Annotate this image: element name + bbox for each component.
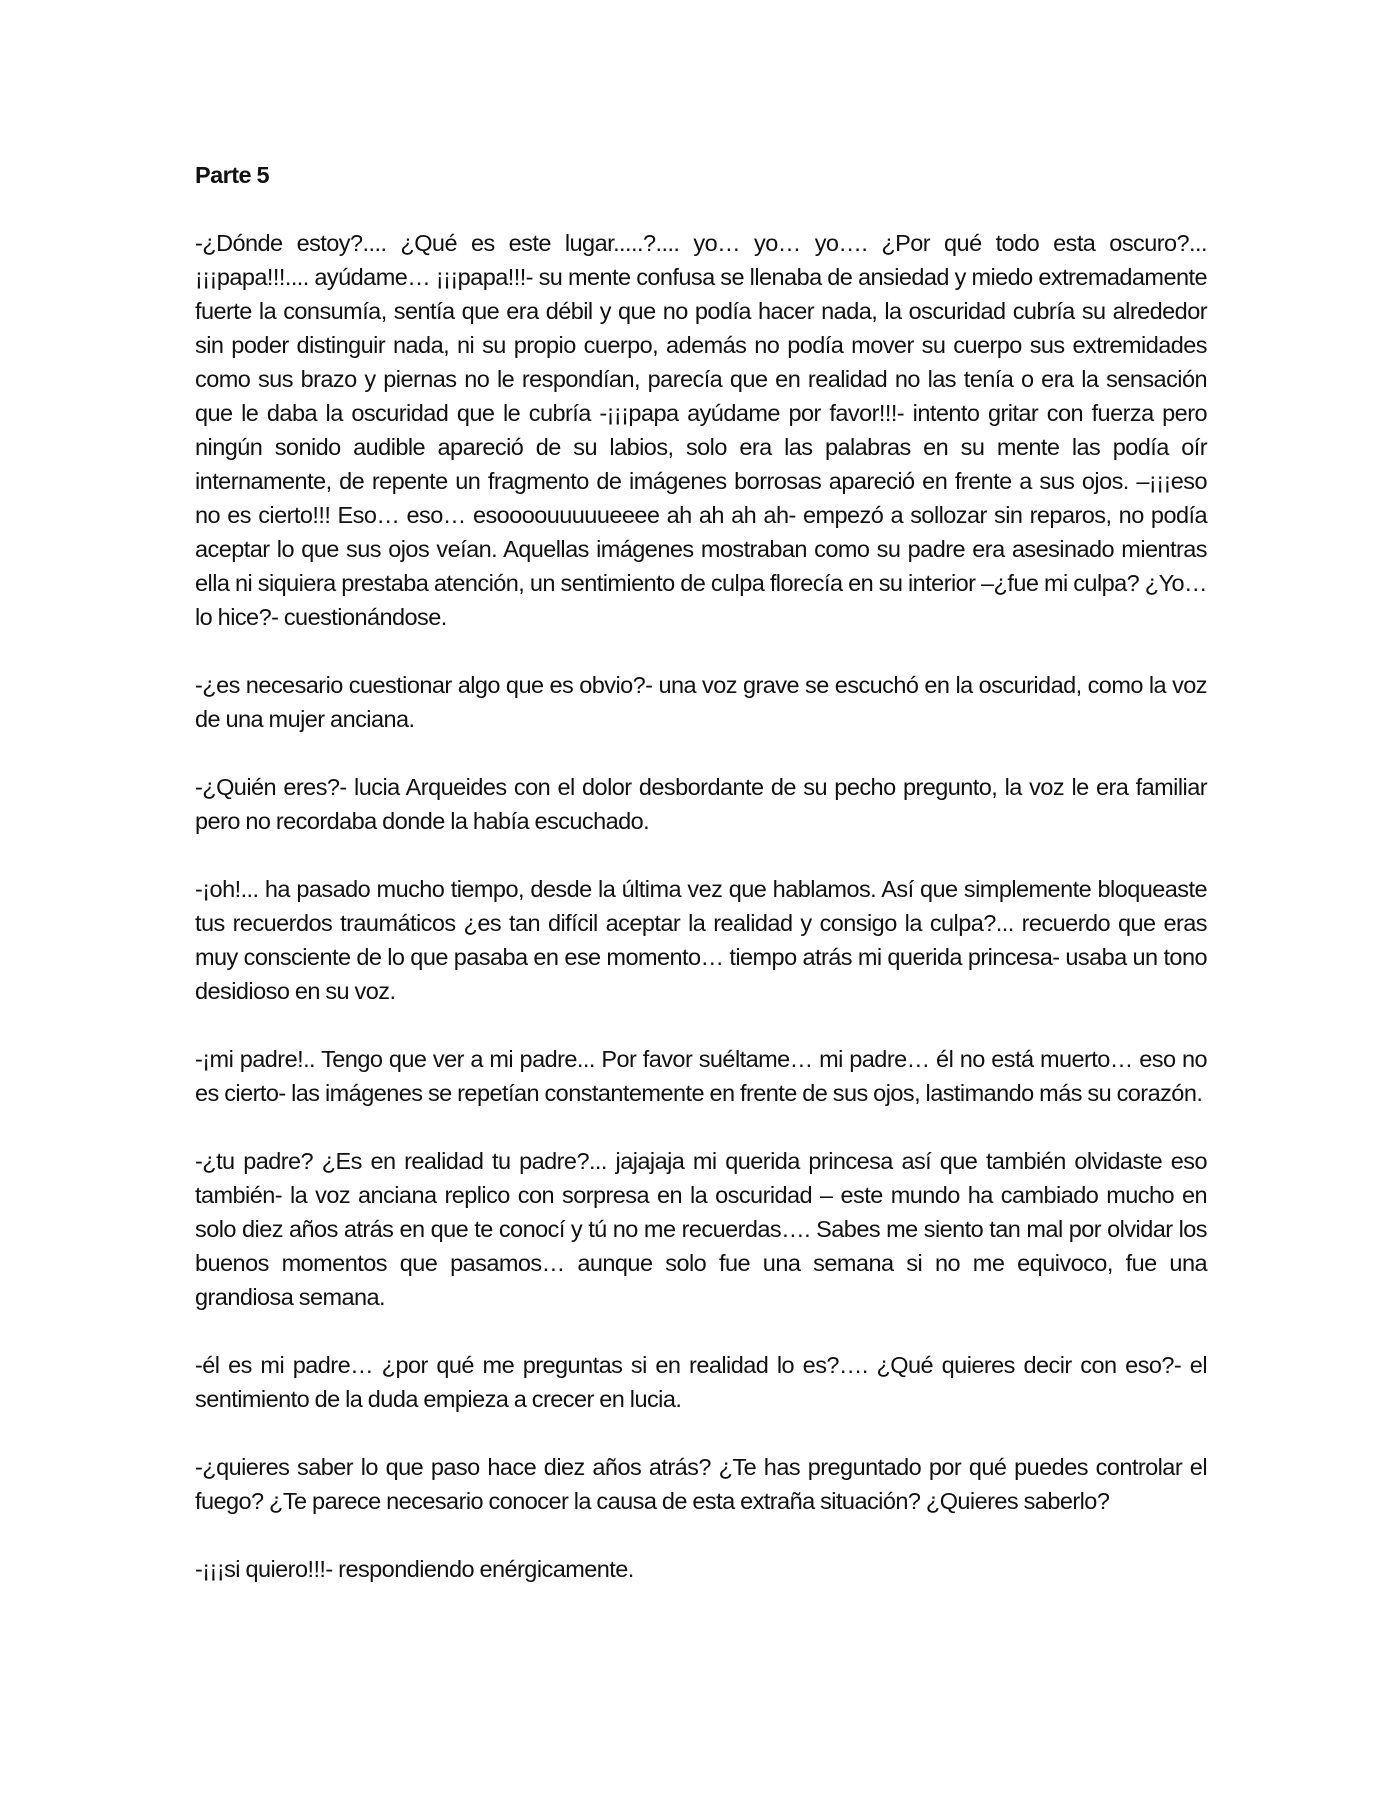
- paragraph-3: -¿Quién eres?- lucia Arqueides con el dolor desbordante de su pecho pregunto, la voz le era familiar pero no recordaba donde la había escuchado.: [195, 774, 1207, 834]
- page-content: [195, 158, 1207, 1586]
- paragraph-7: -él es mi padre… ¿por qué me preguntas si en realidad lo es?…. ¿Qué quieres decir con eso?- el sentimiento de la duda empieza a crecer en lucia.: [195, 1352, 1207, 1412]
- paragraph-5: -¡mi padre!.. Tengo que ver a mi padre... Por favor suéltame… mi padre… él no está muerto… eso no es cierto- las imágenes se repetían constantemente en frente de sus ojos, lastimando más su corazón.: [195, 1046, 1207, 1106]
- paragraph-8: -¿quieres saber lo que paso hace diez años atrás? ¿Te has preguntado por qué puedes controlar el fuego? ¿Te parece necesario conocer la causa de esta extraña situación? ¿Quieres saberlo?: [195, 1454, 1207, 1514]
- paragraph-6: -¿tu padre? ¿Es en realidad tu padre?... jajajaja mi querida princesa así que también olvidaste eso también- la voz anciana replico con sorpresa en la oscuridad – este mundo ha cambiado mucho en solo diez años atrás en que te conocí y tú no me recuerdas…. Sabes me siento tan mal por olvidar los buenos momentos que pasamos… aunque solo fue una semana si no me equivoco, fue una grandiosa semana.: [195, 1148, 1207, 1310]
- paragraph-2: -¿es necesario cuestionar algo que es obvio?- una voz grave se escuchó en la oscuridad, como la voz de una mujer anciana.: [195, 672, 1207, 732]
- paragraph-9: -¡¡¡si quiero!!!- respondiendo enérgicamente.: [195, 1556, 634, 1582]
- paragraph-4: -¡oh!... ha pasado mucho tiempo, desde la última vez que hablamos. Así que simplemente bloqueaste tus recuerdos traumáticos ¿es tan difícil aceptar la realidad y consigo la culpa?... recuerdo que eras muy consciente de lo que pasaba en ese momento… tiempo atrás mi querida princesa- usaba un tono desidioso en su voz.: [195, 876, 1207, 1004]
- paragraph-1: -¿Dónde estoy?.... ¿Qué es este lugar.....?.... yo… yo… yo…. ¿Por qué todo esta oscuro?... ¡¡¡papa!!!.... ayúdame… ¡¡¡papa!!!- su mente confusa se llenaba de ansiedad y miedo extremadamente fuerte la consumía, sentía que era débil y que no podía hacer nada, la oscuridad cubría su alrededor sin poder distinguir nada, ni su propio cuerpo, además no podía mover su cuerpo sus extremidades como sus brazo y piernas no le respondían, parecía que en realidad no las tenía o era la sensación que le daba la oscuridad que le cubría -¡¡¡papa ayúdame por favor!!!- intento gritar con fuerza pero ningún sonido audible apareció de su labios, solo era las palabras en su mente las podía oír internamente, de repente un fragmento de imágenes borrosas apareció en frente a sus ojos. –¡¡¡eso no es cierto!!! Eso… eso… esoooouuuuueeee ah ah ah ah- empezó a sollozar sin reparos, no podía aceptar lo que sus ojos veían. Aquellas imágenes mostraban como su padre era asesinado mientras ella ni siquiera prestaba atención, un sentimiento de culpa florecía en su interior –¿fue mi culpa? ¿Yo… lo hice?- cuestionándose.: [195, 230, 1207, 630]
- page-title: Parte 5: [195, 162, 270, 188]
